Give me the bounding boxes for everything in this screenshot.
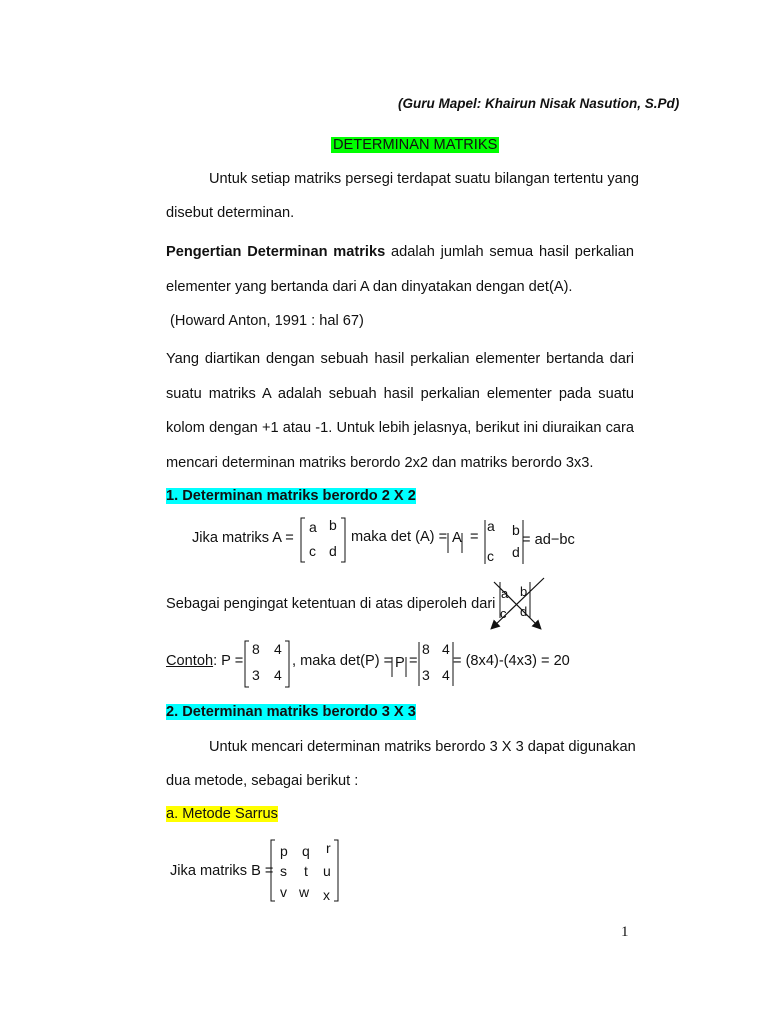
cross-cell-c: c: [500, 606, 507, 621]
det-matrix-a-cell: c: [487, 548, 494, 564]
cross-cell-a: a: [501, 586, 509, 601]
matrix-b-cell: v: [280, 884, 287, 900]
matrix-p-cell: 4: [274, 667, 282, 683]
det-matrix-a-cell: a: [487, 518, 495, 534]
matrix-b-cell: p: [280, 843, 288, 859]
abs-p-bar-right: [404, 655, 408, 679]
explanation-line-4: mencari determinan matriks berordo 2x2 dan matriks berordo 3x3.: [166, 455, 594, 471]
det-matrix-a-cell: b: [512, 522, 520, 538]
matrix-a-cell: c: [309, 543, 316, 559]
explanation-line-2: suatu matriks A adalah sebuah hasil perkalian elementer pada suatu: [166, 386, 634, 402]
det-a-label: A: [452, 530, 462, 546]
matrix-b: [270, 838, 340, 904]
matrix-b-cell: r: [326, 840, 331, 856]
header-credit: (Guru Mapel: Khairun Nisak Nasution, S.Pd): [398, 96, 680, 111]
matrix-b-cell: x: [323, 887, 330, 903]
matrix-p-cell: 3: [252, 667, 260, 683]
formula-2x2-middle: maka det (A) =: [351, 529, 448, 545]
formula-3x3-prefix: Jika matriks B =: [170, 863, 274, 879]
example-line: [166, 653, 243, 669]
section2-intro-line-2: dua metode, sebagai berikut :: [166, 773, 359, 789]
cross-cell-d: d: [520, 604, 528, 619]
det-p-label: P: [395, 655, 405, 671]
definition-term: Pengertian Determinan matriks: [166, 244, 386, 260]
matrix-p-cell: 4: [274, 641, 282, 657]
method-a-heading: a. Metode Sarrus: [166, 806, 278, 822]
det-matrix-p-cell: 8: [422, 641, 430, 657]
abs-p-bar-left: [390, 655, 394, 679]
example-label: Contoh: [166, 653, 214, 669]
det-matrix-a-cell: d: [512, 544, 520, 560]
explanation-line-3: kolom dengan +1 atau -1. Untuk lebih jelasnya, berikut ini diuraikan cara: [166, 420, 634, 436]
explanation-line-1: Yang diartikan dengan sebuah hasil perkalian elementer bertanda dari: [166, 351, 634, 367]
cross-multiply-diagram: [486, 576, 548, 632]
formula-2x2-result: = ad−bc: [522, 532, 575, 548]
matrix-b-cell: w: [299, 884, 310, 900]
reminder-text: Sebagai pengingat ketentuan di atas diperoleh dari: [166, 596, 496, 612]
matrix-a-cell: a: [309, 519, 317, 535]
matrix-a: [300, 517, 346, 563]
matrix-a-brackets: [300, 517, 346, 563]
page-title: DETERMINAN MATRIKS: [333, 137, 498, 153]
cross-cell-b: b: [520, 584, 528, 599]
formula-2x2-equals: =: [470, 529, 479, 545]
matrix-p-brackets: [244, 640, 290, 688]
page-number: 1: [621, 924, 629, 940]
citation: (Howard Anton, 1991 : hal 67): [170, 313, 364, 329]
example-equals: =: [409, 653, 418, 669]
matrix-a-cell: b: [329, 517, 337, 533]
example-middle: , maka det(P) =: [292, 653, 393, 669]
definition-rest: adalah jumlah semua hasil perkalian: [385, 244, 634, 260]
example-prefix: : P =: [213, 653, 244, 669]
formula-2x2-prefix: Jika matriks A =: [192, 530, 294, 546]
intro-line-1: Untuk setiap matriks persegi terdapat suatu bilangan tertentu yang: [209, 171, 639, 187]
matrix-b-cell: s: [280, 863, 287, 879]
matrix-a-cell: d: [329, 543, 337, 559]
section2-intro-line-1: Untuk mencari determinan matriks berordo 3 X 3 dapat digunakan: [209, 739, 636, 755]
definition-line-1: [166, 244, 634, 260]
definition-line-2: elementer yang bertanda dari A dan dinyatakan dengan det(A).: [166, 279, 573, 295]
abs-bar-left: [446, 531, 450, 555]
matrix-p: [244, 640, 290, 688]
det-matrix-p-cell: 4: [442, 667, 450, 683]
abs-bar-right: [460, 531, 464, 555]
det-matrix-a: [484, 518, 524, 566]
det-matrix-p-cell: 3: [422, 667, 430, 683]
intro-line-2: disebut determinan.: [166, 205, 295, 221]
section1-heading: 1. Determinan matriks berordo 2 X 2: [166, 488, 416, 504]
section2-heading: 2. Determinan matriks berordo 3 X 3: [166, 704, 416, 720]
matrix-p-cell: 8: [252, 641, 260, 657]
det-matrix-p-cell: 4: [442, 641, 450, 657]
matrix-b-cell: u: [323, 863, 331, 879]
matrix-b-cell: q: [302, 843, 310, 859]
example-result: = (8x4)-(4x3) = 20: [453, 653, 570, 669]
matrix-b-cell: t: [304, 863, 308, 879]
det-matrix-p: [418, 640, 454, 688]
